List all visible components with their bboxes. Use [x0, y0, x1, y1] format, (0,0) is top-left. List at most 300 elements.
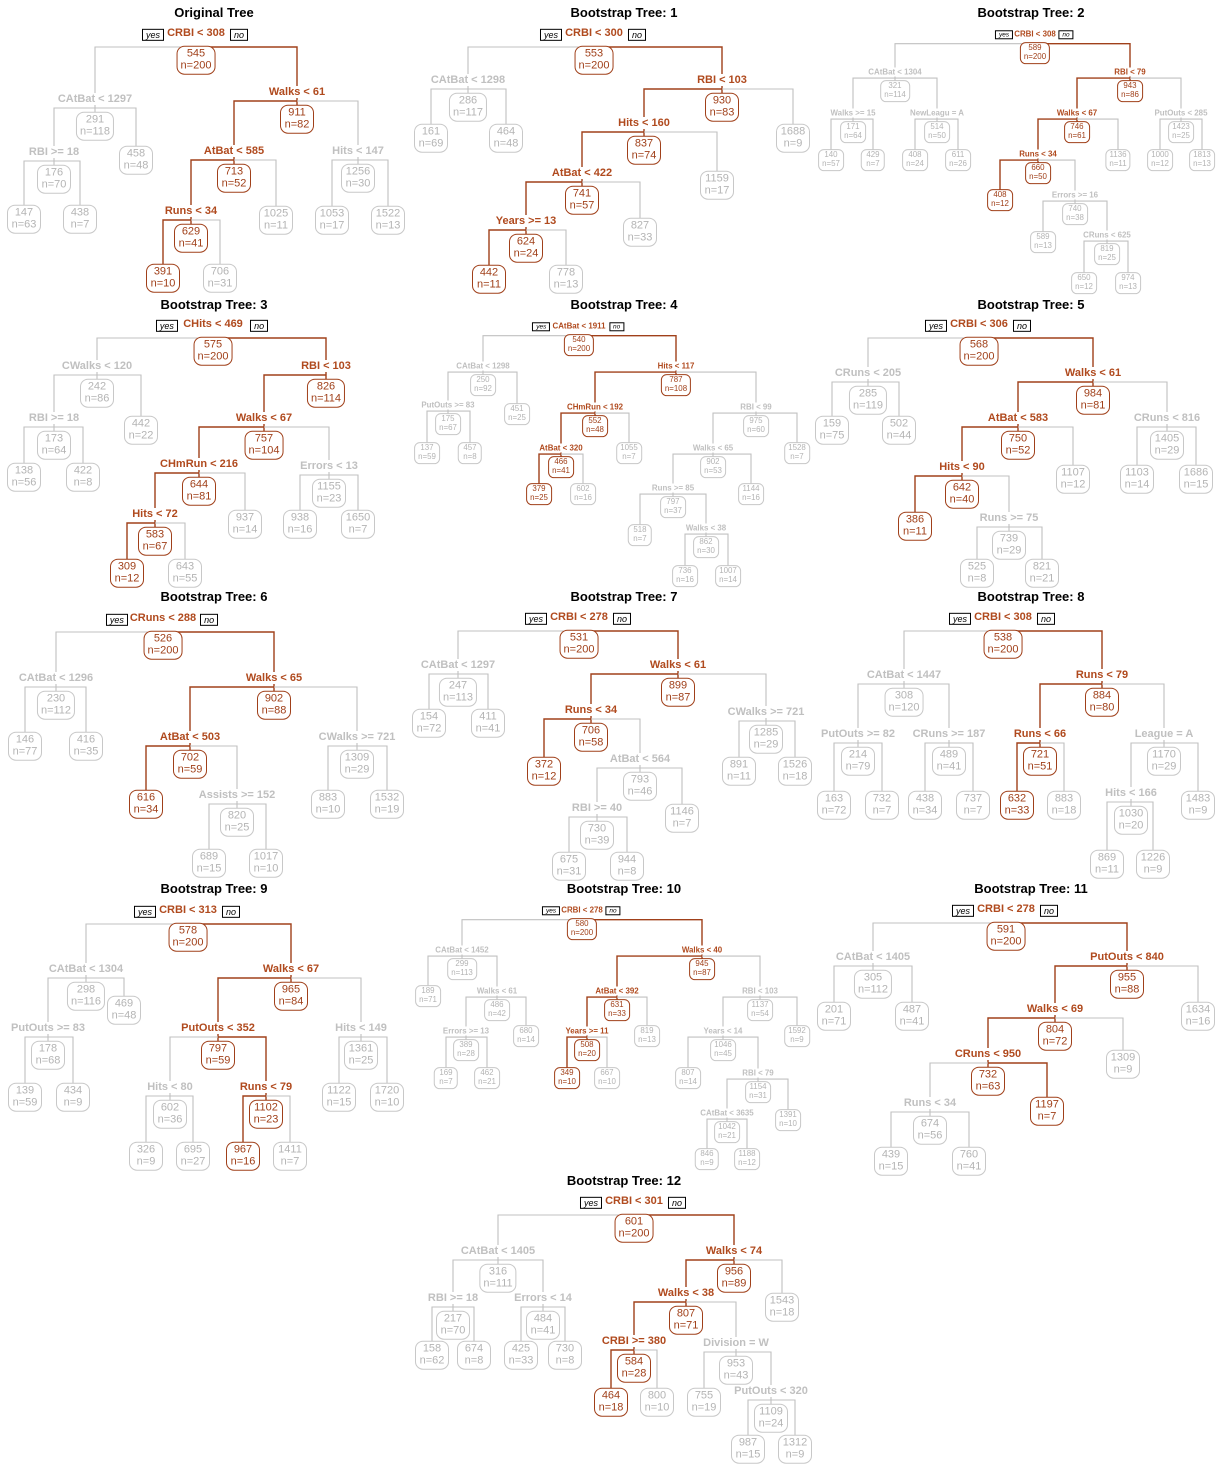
tree-node: [311, 790, 345, 819]
node-count: n=200: [567, 344, 591, 353]
node-value: 869: [1097, 851, 1117, 864]
highlighted-node: [987, 189, 1013, 211]
node-value: 438: [70, 206, 90, 219]
node-count: n=12: [738, 1158, 756, 1167]
split-label: NewLeagu = A: [910, 108, 964, 118]
highlighted-node: [554, 1067, 580, 1089]
node-count: n=72: [416, 723, 442, 735]
node-value: 804: [1045, 1023, 1065, 1036]
node-value: 146: [15, 733, 35, 746]
node-value: 214: [848, 748, 868, 761]
node-value: 308: [894, 689, 914, 702]
node-value: 1634: [1185, 1003, 1211, 1016]
node-value: 1144: [742, 484, 760, 494]
tree-node: [743, 415, 769, 437]
highlighted-node: [110, 559, 144, 588]
node-count: n=63: [11, 219, 37, 231]
node-value: 389: [459, 1040, 473, 1050]
node-count: n=54: [751, 1009, 769, 1018]
node-value: 650: [1077, 273, 1091, 283]
tree-node: [660, 496, 686, 518]
tree-node: [153, 1100, 187, 1129]
tree-title: Bootstrap Tree: 10: [566, 881, 682, 896]
node-count: n=12: [1075, 282, 1093, 291]
node-count: n=16: [1185, 1016, 1211, 1028]
tree-node: [315, 206, 349, 235]
tree-node: [474, 1067, 500, 1089]
split-label: CAtBat < 1447: [866, 669, 942, 681]
highlighted-node: [280, 105, 314, 134]
node-value: 611: [951, 150, 965, 160]
highlighted-node: [574, 723, 608, 752]
yes-label: yes: [949, 613, 971, 625]
node-count: n=55: [172, 573, 198, 585]
highlighted-node: [669, 1306, 703, 1335]
highlighted-node: [1076, 386, 1110, 415]
split-label: Walks < 67: [1056, 108, 1098, 118]
tree-node: [745, 1081, 771, 1103]
tree-node: [992, 531, 1026, 560]
tree-node: [849, 386, 887, 415]
node-value: 787: [669, 375, 683, 385]
node-count: n=108: [664, 384, 688, 393]
node-value: 486: [490, 1000, 504, 1010]
node-count: n=61: [1068, 131, 1086, 140]
split-label: Assists >= 152: [198, 789, 276, 801]
node-count: n=16: [287, 524, 313, 536]
node-value: 442: [131, 417, 151, 430]
split-label: Hits < 80: [147, 1081, 193, 1093]
node-count: n=63: [975, 1081, 1001, 1093]
split-label: CWalks >= 721: [727, 706, 805, 718]
node-value: 309: [117, 560, 137, 573]
yes-label: yes: [542, 906, 560, 915]
tree-node: [1090, 850, 1124, 879]
node-count: n=24: [906, 159, 924, 168]
highlighted-node: [182, 477, 216, 506]
split-label: RBI < 79: [742, 1068, 774, 1078]
node-count: n=26: [949, 159, 967, 168]
node-count: n=67: [439, 423, 457, 432]
highlighted-node: [560, 630, 599, 659]
node-count: n=15: [735, 1449, 761, 1461]
split-label: CRBI < 278: [561, 905, 603, 915]
tree-node: [1114, 806, 1148, 835]
split-label: Hits < 117: [657, 361, 695, 371]
node-value: 1197: [1035, 1098, 1059, 1111]
tree-node: [436, 1311, 470, 1340]
node-value: 826: [316, 380, 336, 393]
tree-node: [548, 1341, 582, 1370]
tree-node: [902, 149, 928, 171]
node-count: n=57: [569, 200, 595, 212]
node-value: 189: [421, 986, 435, 996]
split-label: RBI < 103: [301, 360, 351, 372]
highlighted-node: [1064, 121, 1090, 143]
tree-node: [67, 982, 105, 1011]
no-label: no: [200, 614, 218, 626]
node-value: 1154: [749, 1082, 767, 1092]
node-value: 540: [572, 335, 586, 345]
split-label: League = A: [1134, 728, 1194, 740]
node-value: 1170: [1152, 748, 1176, 761]
split-label: Runs >= 85: [651, 483, 695, 493]
node-count: n=19: [374, 804, 400, 816]
node-count: n=25: [1098, 253, 1116, 262]
no-label: no: [1058, 30, 1073, 39]
node-value: 930: [712, 94, 732, 107]
node-value: 316: [488, 1265, 508, 1278]
node-count: n=19: [691, 1402, 717, 1414]
highlighted-node: [594, 1388, 628, 1417]
split-label: RBI < 99: [740, 402, 772, 412]
node-value: 1109: [759, 1405, 783, 1418]
tree-node: [220, 808, 254, 837]
node-count: n=8: [464, 1355, 484, 1367]
node-count: n=67: [142, 541, 168, 553]
node-value: 797: [208, 1042, 228, 1055]
node-value: 217: [443, 1312, 463, 1325]
node-value: 584: [624, 1355, 644, 1368]
split-label: Walks < 67: [262, 963, 320, 975]
node-count: n=83: [709, 107, 735, 119]
split-label: AtBat < 503: [159, 731, 221, 743]
node-count: n=31: [749, 1091, 767, 1100]
highlighted-node: [217, 164, 251, 193]
node-count: n=16: [742, 493, 760, 502]
node-value: 1122: [327, 1084, 351, 1097]
tree-title: Bootstrap Tree: 3: [160, 297, 268, 312]
node-count: n=77: [12, 746, 38, 758]
node-value: 632: [1007, 792, 1027, 805]
node-value: 757: [254, 432, 274, 445]
node-value: 1312: [782, 1436, 808, 1449]
split-label: Walks < 40: [681, 945, 723, 955]
node-count: n=41: [530, 1325, 556, 1337]
tree-node: [283, 510, 317, 539]
tree-node: [695, 1148, 719, 1170]
node-value: 201: [824, 1003, 844, 1016]
node-count: n=29: [753, 739, 779, 751]
tree-node: [1120, 465, 1154, 494]
node-value: 1411: [278, 1143, 302, 1156]
node-count: n=112: [40, 705, 72, 717]
node-value: 553: [584, 47, 604, 60]
tree-node: [874, 1147, 908, 1176]
tree-node: [960, 559, 994, 588]
node-value: 161: [421, 125, 441, 138]
node-count: n=56: [917, 1130, 943, 1142]
node-value: 442: [479, 266, 499, 279]
tree-node: [344, 1041, 378, 1070]
tree-node: [710, 1039, 736, 1061]
node-value: 386: [905, 513, 925, 526]
node-count: n=7: [872, 805, 892, 817]
tree-node: [1150, 431, 1184, 460]
node-value: 800: [647, 1389, 667, 1402]
node-value: 1532: [374, 791, 400, 804]
node-count: n=33: [508, 1355, 534, 1367]
tree-node: [414, 124, 448, 153]
tree-node: [749, 725, 783, 754]
node-count: n=116: [70, 996, 102, 1008]
node-count: n=15: [196, 863, 222, 875]
split-label: PutOuts < 352: [181, 1022, 255, 1034]
split-label: RBI >= 18: [28, 412, 80, 424]
node-count: n=14: [719, 575, 737, 584]
node-value: 1107: [1061, 466, 1085, 479]
tree-node: [932, 747, 966, 776]
node-count: n=86: [84, 393, 110, 405]
node-value: 1813: [1193, 150, 1211, 160]
node-count: n=13: [1034, 241, 1052, 250]
highlighted-node: [138, 527, 172, 556]
node-count: n=53: [704, 466, 722, 475]
node-value: 1391: [779, 1110, 797, 1120]
node-count: n=8: [463, 452, 477, 461]
node-count: n=200: [618, 1228, 650, 1240]
node-count: n=89: [721, 1278, 747, 1290]
tree-node: [471, 709, 505, 738]
tree-node: [778, 757, 812, 786]
node-value: 1285: [753, 726, 779, 739]
node-value: 965: [281, 983, 301, 996]
node-value: 1017: [253, 850, 279, 863]
tree-title: Bootstrap Tree: 9: [160, 881, 268, 896]
node-value: 706: [210, 265, 230, 278]
tree-node: [63, 205, 97, 234]
node-count: n=113: [451, 968, 473, 977]
node-count: n=15: [878, 1161, 904, 1173]
node-value: 1361: [348, 1042, 374, 1055]
node-count: n=18: [598, 1402, 624, 1414]
node-value: 464: [496, 125, 516, 138]
node-count: n=20: [1118, 820, 1144, 832]
highlighted-node: [615, 1214, 654, 1243]
highlighted-node: [1085, 688, 1119, 717]
node-value: 464: [601, 1389, 621, 1402]
highlighted-node: [661, 374, 691, 396]
tree-node: [37, 691, 75, 720]
highlighted-node: [526, 483, 552, 505]
node-value: 1543: [769, 1294, 795, 1307]
tree-node: [1136, 850, 1170, 879]
tree-node: [176, 1142, 210, 1171]
node-value: 674: [920, 1117, 940, 1130]
node-value: 1042: [718, 1122, 736, 1132]
split-label: Runs >= 75: [979, 512, 1039, 524]
node-count: n=120: [888, 702, 920, 714]
node-value: 797: [666, 497, 680, 507]
node-count: n=12: [114, 573, 140, 585]
node-value: 674: [464, 1342, 484, 1355]
tree-node: [8, 1083, 42, 1112]
node-value: 589: [1028, 43, 1042, 53]
tree-node: [715, 565, 741, 587]
highlighted-node: [971, 1067, 1005, 1096]
node-value: 466: [554, 457, 568, 467]
node-count: n=29: [1154, 445, 1180, 457]
node-count: n=86: [1121, 90, 1139, 99]
node-count: n=10: [598, 1077, 616, 1086]
highlighted-node: [245, 431, 284, 460]
node-count: n=21: [1029, 573, 1055, 585]
node-value: 457: [463, 443, 477, 453]
node-value: 230: [46, 692, 66, 705]
node-value: 159: [822, 417, 842, 430]
node-count: n=7: [672, 818, 692, 830]
split-label: Hits < 147: [332, 145, 384, 157]
node-value: 439: [881, 1148, 901, 1161]
node-count: n=41: [936, 761, 962, 773]
split-label: CRBI < 278: [550, 611, 608, 623]
node-count: n=36: [157, 1114, 183, 1126]
tree-node: [1189, 149, 1215, 171]
node-count: n=80: [1089, 702, 1115, 714]
node-count: n=30: [697, 546, 715, 555]
node-value: 538: [993, 631, 1013, 644]
node-value: 819: [1100, 244, 1114, 254]
tree-node: [370, 1083, 404, 1112]
node-count: n=9: [1143, 864, 1163, 876]
split-label: Runs < 34: [903, 1097, 957, 1109]
node-value: 1055: [620, 443, 638, 453]
node-count: n=11: [477, 279, 501, 291]
node-value: 807: [676, 1307, 696, 1320]
node-count: n=59: [12, 1097, 38, 1109]
node-value: 451: [510, 404, 524, 414]
node-count: n=46: [627, 786, 653, 798]
tree-node: [203, 264, 237, 293]
tree-node: [913, 1116, 947, 1145]
no-label: no: [1037, 613, 1055, 625]
no-label: no: [222, 906, 240, 918]
node-count: n=58: [578, 737, 604, 749]
node-count: n=15: [326, 1097, 352, 1109]
split-label: Runs < 34: [564, 704, 618, 716]
node-value: 987: [738, 1436, 758, 1449]
highlighted-node: [575, 46, 614, 75]
split-label: CRuns < 288: [129, 612, 197, 624]
split-label: Walks < 65: [245, 672, 303, 684]
tree-node: [434, 1067, 458, 1089]
node-count: n=200: [987, 644, 1019, 656]
node-count: n=11: [1095, 864, 1119, 876]
node-value: 250: [476, 375, 490, 385]
highlighted-node: [257, 691, 291, 720]
tree-node: [192, 849, 226, 878]
split-label: Walks >= 15: [830, 108, 876, 118]
tree-node: [37, 165, 71, 194]
node-count: n=13: [1119, 282, 1137, 291]
tree-node: [580, 821, 614, 850]
tree-node: [129, 1142, 163, 1171]
node-count: n=9: [700, 1158, 714, 1167]
node-count: n=71: [673, 1320, 699, 1332]
split-label: Years < 14: [703, 1026, 743, 1036]
node-value: 953: [726, 1357, 746, 1370]
node-value: 372: [534, 758, 554, 771]
node-value: 820: [227, 809, 247, 822]
tree-node: [840, 121, 866, 143]
tree-node: [8, 732, 42, 761]
node-count: n=12: [1151, 159, 1169, 168]
node-count: n=23: [253, 1114, 279, 1126]
tree-node: [453, 1039, 479, 1061]
node-count: n=113: [442, 692, 474, 704]
tree-node: [1179, 465, 1213, 494]
tree-node: [700, 171, 734, 200]
tree-node: [371, 206, 405, 235]
tree-node: [675, 1067, 701, 1089]
node-value: 489: [939, 748, 959, 761]
tree-node: [66, 463, 100, 492]
node-value: 508: [580, 1040, 594, 1050]
node-value: 1688: [780, 125, 806, 138]
tree-node: [775, 1109, 801, 1131]
node-value: 821: [1032, 560, 1052, 573]
node-value: 138: [14, 464, 34, 477]
node-count: n=33: [608, 1009, 626, 1018]
tree-node: [1147, 747, 1181, 776]
node-value: 176: [44, 166, 64, 179]
yes-label: yes: [580, 1197, 602, 1209]
node-count: n=114: [884, 90, 906, 99]
split-label: RBI >= 40: [571, 802, 623, 814]
node-count: n=33: [627, 232, 653, 244]
highlighted-node: [194, 337, 233, 366]
node-value: 425: [511, 1342, 531, 1355]
node-count: n=44: [886, 430, 912, 442]
node-count: n=87: [665, 692, 691, 704]
tree-node: [37, 431, 71, 460]
node-value: 750: [1008, 432, 1028, 445]
node-value: 1309: [1110, 1051, 1136, 1064]
node-count: n=25: [1172, 131, 1190, 140]
node-value: 422: [73, 464, 93, 477]
split-label: RBI >= 18: [427, 1292, 479, 1304]
node-value: 1159: [705, 172, 729, 185]
tree-node: [784, 1025, 810, 1047]
node-count: n=34: [133, 804, 159, 816]
tree-node: [776, 124, 810, 153]
node-value: 956: [724, 1265, 744, 1278]
node-count: n=18: [782, 771, 808, 783]
no-label: no: [668, 1197, 686, 1209]
node-count: n=9: [785, 1449, 805, 1461]
node-value: 760: [959, 1148, 979, 1161]
tree-node: [470, 374, 496, 396]
node-value: 580: [575, 919, 589, 929]
node-value: 1256: [345, 165, 371, 178]
node-value: 1053: [319, 207, 345, 220]
node-value: 974: [1121, 273, 1135, 283]
tree-title: Bootstrap Tree: 7: [570, 589, 678, 604]
node-value: 741: [572, 187, 592, 200]
split-label: AtBat < 585: [203, 145, 265, 157]
split-label: Years >= 13: [495, 215, 557, 227]
tree-node: [322, 1083, 356, 1112]
node-count: n=70: [41, 179, 67, 191]
split-label: PutOuts >= 83: [421, 400, 475, 410]
node-count: n=48: [123, 160, 149, 172]
no-label: no: [230, 29, 248, 41]
node-count: n=117: [452, 107, 484, 119]
node-count: n=68: [35, 1055, 61, 1067]
tree-node: [778, 1435, 812, 1464]
tree-node: [634, 1025, 660, 1047]
node-value: 291: [85, 113, 105, 126]
